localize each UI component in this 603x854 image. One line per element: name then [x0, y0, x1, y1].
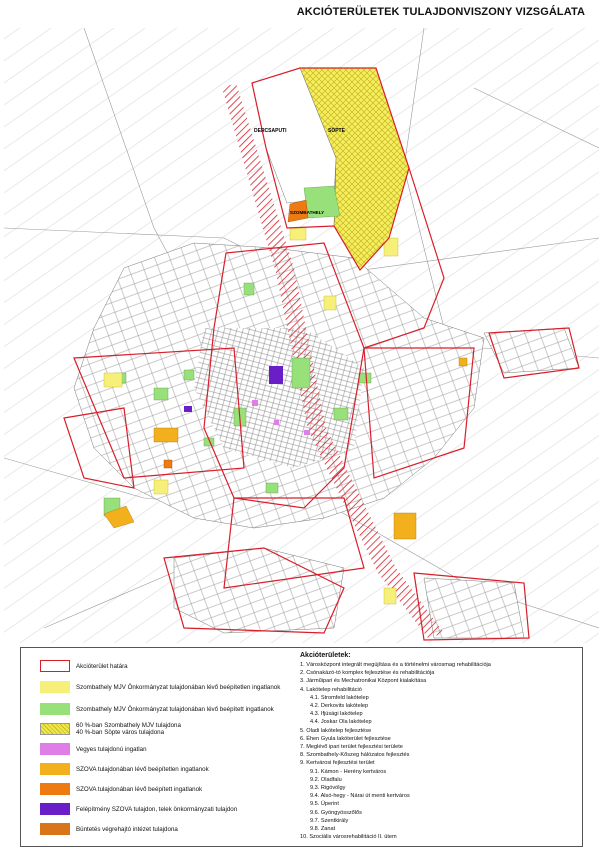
- action-area-item: 1. Városközpont integrált megújítása és a történelmi városmag rehabilitációja: [300, 662, 491, 668]
- action-area-item: 8. Szombathely-Kőszeg hálózatos fejlesztés: [300, 752, 410, 759]
- legend-label: Büntetés végrehajtó intézet tulajdona: [76, 825, 178, 833]
- legend-item: [40, 822, 178, 836]
- legend-swatch: [40, 703, 70, 715]
- action-area-item: 9.4. Alsó-hegy - Nárai út menti kertváros: [310, 793, 410, 800]
- action-area-item: 9. Kertvárosi fejlesztési terület: [300, 760, 375, 767]
- action-area-item: 4. Lakótelep rehabilitáció: [300, 686, 362, 693]
- legend-swatch: [40, 681, 70, 693]
- action-area-item: 4.4. Joskar Ola lakótelep: [310, 719, 372, 726]
- legend-item: [40, 782, 202, 796]
- legend-item: [40, 659, 128, 673]
- action-area-item: 6. Éhen Gyula lakóterület fejlesztése: [300, 735, 391, 742]
- action-areas-title: Akcióterületek:: [300, 652, 351, 659]
- legend-swatch: [40, 783, 70, 795]
- action-area-item: 9.8. Zanat: [310, 826, 336, 832]
- legend-swatch: [40, 723, 70, 735]
- action-area-item: 7. Meglévő ipari terület fejlesztési területe: [300, 744, 403, 750]
- place-label-dercsaputi: DERCSAPUTI: [254, 128, 287, 134]
- legend-item: [40, 722, 181, 736]
- place-label-szombathely: SZOMBATHELY: [290, 210, 325, 215]
- legend-swatch: [40, 823, 70, 835]
- action-area-item: 2. Csónakázó-tó komplex fejlesztése és rehabilitációja: [300, 670, 435, 677]
- map-title: AKCIÓTERÜLETEK TULAJDONVISZONY VIZSGÁLATA: [296, 6, 585, 18]
- action-area-item: 9.2. Oladfalu: [310, 776, 342, 783]
- action-area-item: 9.5. Úperint: [310, 801, 339, 808]
- legend-item: [40, 762, 209, 776]
- action-area-item: 3. Járműipari és Mechatronikai Központ kialakítása: [300, 678, 427, 685]
- action-area-item: 9.7. Szentkirály: [310, 817, 349, 824]
- action-area-item: 10. Szociális városrehabilitáció II. ütem: [300, 834, 397, 841]
- legend-swatch: [40, 660, 70, 672]
- action-area-item: 9.1. Kámon - Herény kertváros: [310, 768, 387, 775]
- action-area-item: 9.6. Gyöngyösszőlős: [310, 809, 362, 816]
- legend-swatch: [40, 743, 70, 755]
- legend-item: [40, 802, 237, 816]
- legend-label: Vegyes tulajdonú ingatlan: [76, 745, 147, 753]
- action-area-item: 9.3. Rigóvölgy: [310, 785, 346, 791]
- action-area-item: 4.3. Ifjúsági lakótelep: [310, 711, 363, 718]
- legend-label: SZOVA tulajdonában lévő beépített ingatlanok: [76, 785, 203, 793]
- legend-label: SZOVA tulajdonában lévő beépítetlen ingatlanok: [76, 765, 209, 773]
- place-label-sopte: SÖPTE: [328, 128, 345, 134]
- legend-item: [40, 742, 147, 756]
- legend-label: Felépítmény SZOVA tulajdon, telek önkormányzati tulajdon: [76, 805, 238, 813]
- legend-label: 60 %-ban Szombathely MJV tulajdona 40 %-ban Söpte város tulajdona: [76, 722, 181, 736]
- legend-label: Akcióterület határa: [76, 662, 128, 670]
- legend-item: [40, 702, 274, 716]
- action-area-item: 4.2. Derkovits lakótelep: [310, 703, 369, 709]
- legend-label: Szombathely MJV Önkormányzat tulajdonában lévő beépítetlen ingatlanok: [76, 683, 281, 691]
- legend-label: Szombathely MJV Önkormányzat tulajdonában lévő beépített ingatlanok: [76, 705, 274, 713]
- legend-swatch: [40, 803, 70, 815]
- action-area-map: [4, 28, 599, 643]
- action-area-item: 5. Oladi lakótelep fejlesztése: [300, 727, 372, 734]
- legend-swatch: [40, 763, 70, 775]
- legend-item: [40, 680, 280, 694]
- action-area-item: 4.1. Stromfeld lakótelep: [310, 694, 369, 701]
